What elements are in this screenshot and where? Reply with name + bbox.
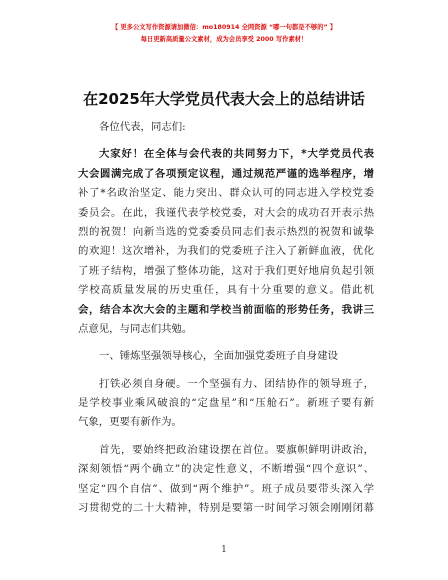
text-line-content: 的欢迎！这次增补，为我们的党委班子注入了新鲜血液，优化: [78, 245, 375, 258]
section-heading-1: [78, 347, 374, 366]
text-line: [78, 223, 374, 242]
text-line: [78, 145, 374, 164]
text-line: [78, 204, 374, 223]
paragraph-section-1-intro: [78, 375, 374, 433]
salutation: [78, 118, 374, 137]
text-line-content: 烈的祝贺！向新当选的党委委员同志们表示热烈的祝贺和诚挚: [78, 225, 375, 238]
text-line-content: 学校高质量发展的历史重任，具有十分重要的意义。借此机: [78, 284, 376, 297]
salutation-text: 各位代表，同志们:: [99, 121, 186, 133]
text-line: [78, 441, 374, 460]
text-line: [78, 281, 374, 300]
text-line-content: 是学校事业乘风破浪的“定盘星”和“压舱石”。新班子要有新: [78, 397, 375, 410]
paragraph-political-building: [78, 441, 374, 519]
text-line: [78, 480, 374, 499]
text-line: [78, 301, 374, 320]
text-line: [78, 460, 374, 479]
text-line-content: 委员会。在此，我谨代表学校党委，对大会的成功召开表示热: [78, 206, 375, 219]
text-line-content: 补了*名政治坚定、能力突出、群众认可的同志进入学校党委: [78, 187, 375, 200]
paragraph-opening: [78, 145, 374, 339]
text-line: [78, 320, 374, 339]
text-line-content: 大家好！在全体与会代表的共同努力下，*大学党员代表: [99, 148, 375, 161]
page-number: 1: [221, 545, 227, 555]
text-line-content: 习贯彻党的二十大精神，特别是要第一时间学习领会刚刚闭幕: [78, 502, 375, 515]
text-line-content: 首先，要始终把政治建设摆在首位。要旗帜鲜明讲政治，: [99, 443, 375, 456]
text-line: [78, 499, 374, 518]
text-line-content: 坚定“四个自信”、做到“两个维护”。班子成员要带头深入学: [78, 482, 375, 495]
text-line-content: 大会圆满完成了各项预定议程，通过规范严谨的选举程序，增: [78, 167, 375, 180]
text-line: [78, 165, 374, 184]
section-heading-text: 一、锤炼坚强领导核心，全面加强党委班子自身建设: [99, 350, 338, 363]
text-line: [78, 413, 374, 432]
promo-banner-line-1: 【 更多公文写作资源请加微信：mo180914 全网资源 “哪一句都是不够的” 】: [111, 24, 337, 31]
document-title: 在2025年大学党员代表大会上的总结讲话: [83, 90, 365, 108]
text-line-content: 深刻领悟“两个确立”的决定性意义，不断增强“四个意识”、: [78, 463, 375, 476]
text-line: [78, 375, 374, 394]
promo-banner-line-2: 每日更新高质量公文素材，成为会员享受 2000 写作素材！: [140, 36, 308, 43]
text-line: [78, 262, 374, 281]
text-line-content: 了班子结构，增强了整体功能，这对于我们更好地肩负起引领: [78, 264, 375, 277]
text-line-content: 点意见，与同志们共勉。: [78, 322, 193, 335]
text-line-content: 打铁必须自身硬。一个坚强有力、团结协作的领导班子，: [99, 377, 375, 390]
text-line: [78, 394, 374, 413]
text-line-content: 会，结合本次大会的主题和学校当前面临的形势任务，我讲三: [78, 303, 375, 316]
text-line: [78, 184, 374, 203]
text-line: [78, 242, 374, 261]
text-line-content: 气象，更要有新作为。: [78, 416, 182, 429]
document-body: [78, 118, 374, 518]
